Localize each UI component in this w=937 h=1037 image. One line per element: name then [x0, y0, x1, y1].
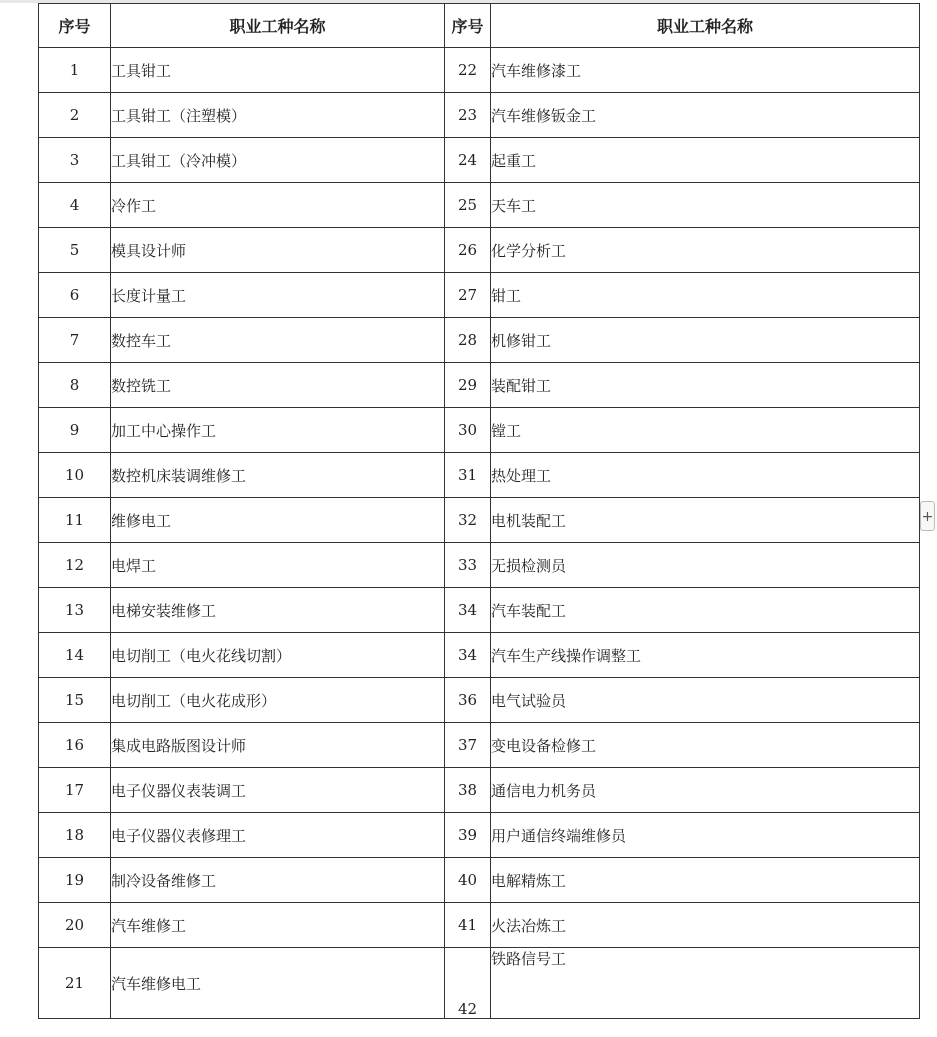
right-number: 34 — [445, 588, 491, 633]
left-number: 19 — [39, 858, 111, 903]
left-occupation-name: 电焊工 — [111, 543, 445, 588]
expand-icon[interactable]: + — [920, 501, 935, 531]
left-occupation-name: 电梯安装维修工 — [111, 588, 445, 633]
right-occupation-name: 电气试验员 — [491, 678, 920, 723]
left-number: 4 — [39, 183, 111, 228]
table-row — [39, 588, 920, 633]
right-number: 42 — [445, 948, 491, 1019]
left-occupation-name: 维修电工 — [111, 498, 445, 543]
left-occupation-name: 冷作工 — [111, 183, 445, 228]
right-occupation-name: 化学分析工 — [491, 228, 920, 273]
left-occupation-name: 数控机床装调维修工 — [111, 453, 445, 498]
left-number: 18 — [39, 813, 111, 858]
right-occupation-name: 机修钳工 — [491, 318, 920, 363]
right-number: 22 — [445, 48, 491, 93]
left-occupation-name: 集成电路版图设计师 — [111, 723, 445, 768]
table-row — [39, 813, 920, 858]
left-number: 12 — [39, 543, 111, 588]
header-seq-left: 序号 — [39, 4, 111, 48]
left-occupation-name: 电子仪器仪表修理工 — [111, 813, 445, 858]
right-number: 33 — [445, 543, 491, 588]
table-row — [39, 318, 920, 363]
right-number: 26 — [445, 228, 491, 273]
right-number: 37 — [445, 723, 491, 768]
left-occupation-name: 加工中心操作工 — [111, 408, 445, 453]
right-number: 27 — [445, 273, 491, 318]
right-occupation-name: 电解精炼工 — [491, 858, 920, 903]
table-row — [39, 138, 920, 183]
left-occupation-name: 工具钳工 — [111, 48, 445, 93]
table-row — [39, 723, 920, 768]
table-row — [39, 858, 920, 903]
table-row — [39, 498, 920, 543]
table-row — [39, 363, 920, 408]
right-number: 23 — [445, 93, 491, 138]
header-name-right: 职业工种名称 — [491, 4, 920, 48]
left-occupation-name: 模具设计师 — [111, 228, 445, 273]
right-occupation-name: 装配钳工 — [491, 363, 920, 408]
table-row — [39, 633, 920, 678]
left-number: 17 — [39, 768, 111, 813]
right-occupation-name: 汽车生产线操作调整工 — [491, 633, 920, 678]
right-number: 31 — [445, 453, 491, 498]
left-number: 13 — [39, 588, 111, 633]
right-occupation-name: 铁路信号工 — [491, 948, 920, 1019]
left-occupation-name: 电切削工（电火花线切割） — [111, 633, 445, 678]
left-occupation-name: 工具钳工（冷冲模） — [111, 138, 445, 183]
header-seq-right: 序号 — [445, 4, 491, 48]
table-row — [39, 228, 920, 273]
right-occupation-name: 电机装配工 — [491, 498, 920, 543]
left-number: 2 — [39, 93, 111, 138]
right-number: 40 — [445, 858, 491, 903]
left-number: 21 — [39, 948, 111, 1019]
right-number: 39 — [445, 813, 491, 858]
right-occupation-name: 起重工 — [491, 138, 920, 183]
table-row — [39, 183, 920, 228]
table-row — [39, 48, 920, 93]
left-number: 15 — [39, 678, 111, 723]
right-occupation-name: 火法冶炼工 — [491, 903, 920, 948]
left-number: 14 — [39, 633, 111, 678]
left-occupation-name: 电切削工（电火花成形） — [111, 678, 445, 723]
header-name-left: 职业工种名称 — [111, 4, 445, 48]
left-occupation-name: 数控铣工 — [111, 363, 445, 408]
left-number: 1 — [39, 48, 111, 93]
table-row — [39, 408, 920, 453]
left-occupation-name: 长度计量工 — [111, 273, 445, 318]
left-number: 3 — [39, 138, 111, 183]
right-number: 30 — [445, 408, 491, 453]
left-number: 6 — [39, 273, 111, 318]
right-occupation-name: 通信电力机务员 — [491, 768, 920, 813]
left-number: 8 — [39, 363, 111, 408]
table-row — [39, 543, 920, 588]
right-occupation-name: 变电设备检修工 — [491, 723, 920, 768]
right-occupation-name: 钳工 — [491, 273, 920, 318]
right-number: 25 — [445, 183, 491, 228]
left-occupation-name: 电子仪器仪表装调工 — [111, 768, 445, 813]
right-number: 36 — [445, 678, 491, 723]
table-row — [39, 903, 920, 948]
table-row — [39, 93, 920, 138]
left-number: 20 — [39, 903, 111, 948]
table-header-row — [39, 4, 920, 48]
left-occupation-name: 工具钳工（注塑模） — [111, 93, 445, 138]
left-occupation-name: 汽车维修电工 — [111, 948, 445, 1019]
left-number: 11 — [39, 498, 111, 543]
left-number: 9 — [39, 408, 111, 453]
table-row — [39, 948, 920, 1019]
left-number: 7 — [39, 318, 111, 363]
right-number: 32 — [445, 498, 491, 543]
left-number: 5 — [39, 228, 111, 273]
right-number: 28 — [445, 318, 491, 363]
left-occupation-name: 制冷设备维修工 — [111, 858, 445, 903]
occupation-table — [38, 3, 920, 1019]
table-row — [39, 453, 920, 498]
left-number: 16 — [39, 723, 111, 768]
right-occupation-name: 汽车维修漆工 — [491, 48, 920, 93]
right-occupation-name: 无损检测员 — [491, 543, 920, 588]
left-number: 10 — [39, 453, 111, 498]
right-occupation-name: 用户通信终端维修员 — [491, 813, 920, 858]
right-number: 38 — [445, 768, 491, 813]
left-occupation-name: 数控车工 — [111, 318, 445, 363]
right-number: 29 — [445, 363, 491, 408]
right-number: 41 — [445, 903, 491, 948]
right-number: 24 — [445, 138, 491, 183]
table-row — [39, 768, 920, 813]
table-row — [39, 273, 920, 318]
right-occupation-name: 汽车装配工 — [491, 588, 920, 633]
table-row — [39, 678, 920, 723]
right-number: 34 — [445, 633, 491, 678]
right-occupation-name: 汽车维修钣金工 — [491, 93, 920, 138]
right-occupation-name: 天车工 — [491, 183, 920, 228]
right-occupation-name: 镗工 — [491, 408, 920, 453]
right-occupation-name: 热处理工 — [491, 453, 920, 498]
left-occupation-name: 汽车维修工 — [111, 903, 445, 948]
